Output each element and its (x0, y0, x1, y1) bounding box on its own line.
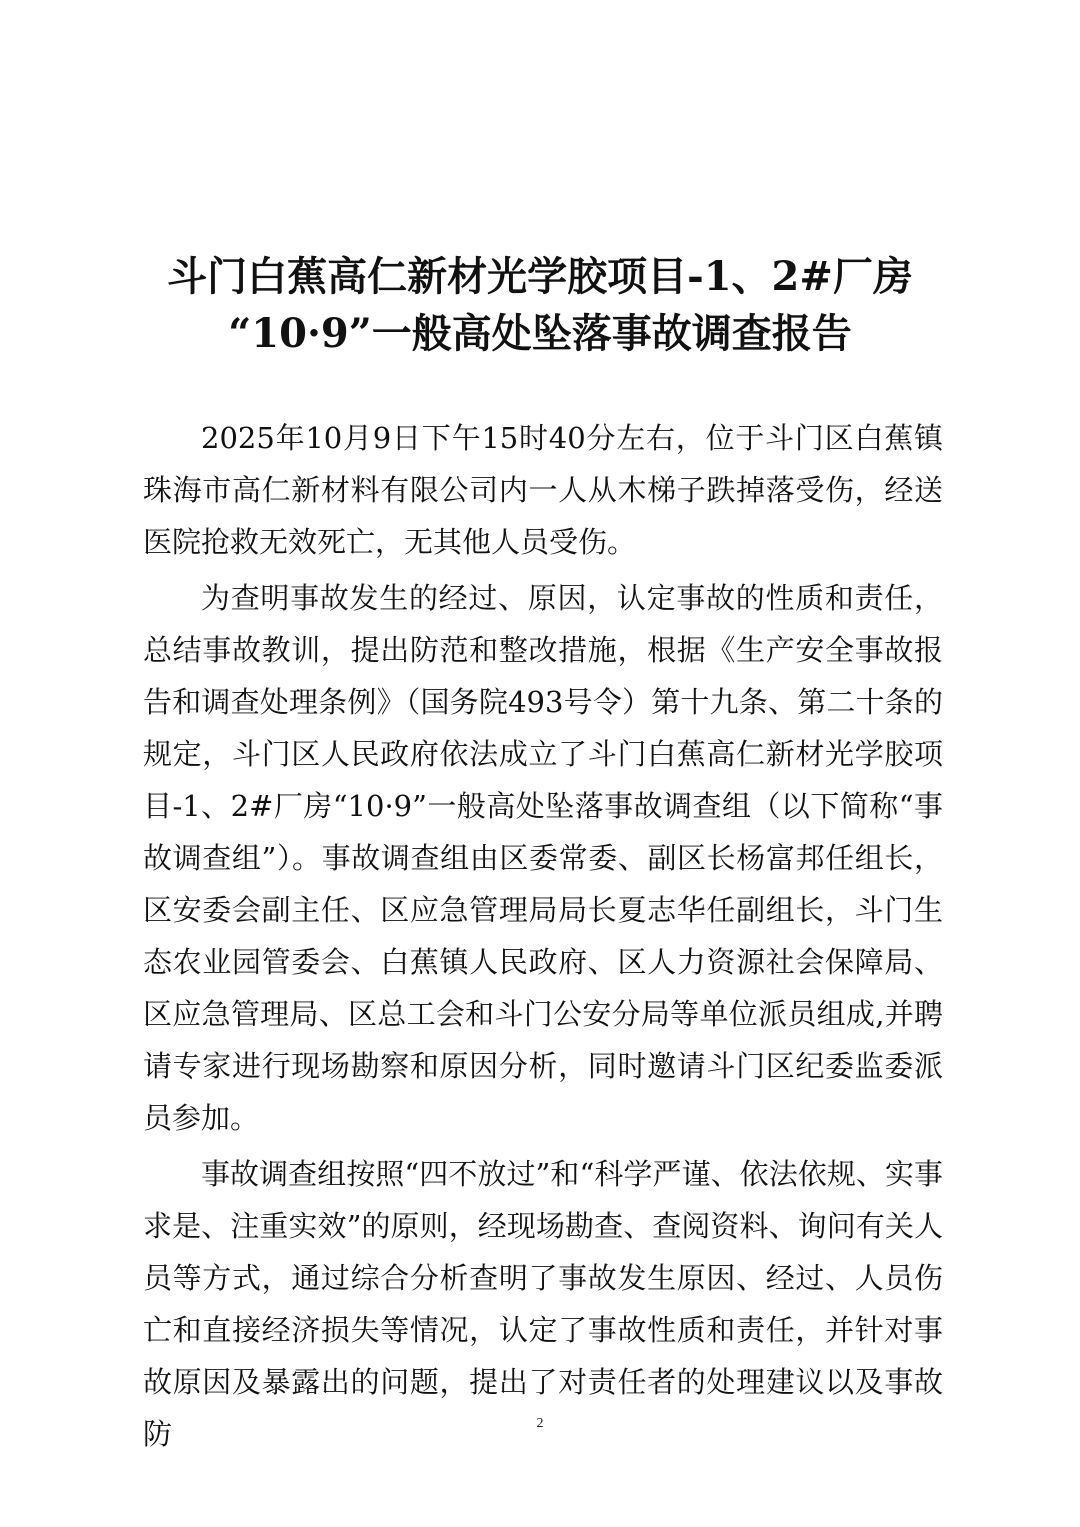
page-number: 2 (536, 1416, 544, 1431)
paragraph-investigation-team: 为查明事故发生的经过、原因，认定事故的性质和责任，总结事故教训，提出防范和整改措施，根据《生产安全事故报告和调查处理条例》（国务院493号令）第十九条、第二十条的规定，斗门区人民政府依法成立了斗门白蕉高仁新材光学胶项目-1、2#厂房“10·9”一般高处坠落事故调查组（以下简称“事故调查组”）。事故调查组由区委常委、副区长杨富邦任组长，区安委会副主任、区应急管理局局长夏志华任副组长，斗门生态农业园管委会、白蕉镇人民政府、区人力资源社会保障局、区应急管理局、区总工会和斗门公安分局等单位派员组成,并聘请专家进行现场勘察和原因分析，同时邀请斗门区纪委监委派员参加。 (143, 581, 943, 1135)
title-line-1: 斗门白蕉高仁新材光学胶项目-1、2#厂房 (167, 253, 913, 300)
paragraph-accident-summary: 2025年10月9日下午15时40分左右，位于斗门区白蕉镇珠海市高仁新材料有限公司内一人从木梯子跌掉落受伤，经送医院抢救无效死亡，无其他人员受伤。 (143, 421, 943, 559)
paragraph-investigation-principles: 事故调查组按照“四不放过”和“科学严谨、依法依规、实事求是、注重实效”的原则，经现场勘查、查阅资料、询问有关人员等方式，通过综合分析查明了事故发生原因、经过、人员伤亡和直接经济损失等情况，认定了事故性质和责任，并针对事故原因及暴露出的问题，提出了对责任者的处理建议以及事故防 (143, 1157, 943, 1451)
title-line-2: “10·9”一般高处坠落事故调查报告 (228, 310, 852, 357)
report-body (143, 412, 943, 1464)
report-title (120, 248, 960, 362)
